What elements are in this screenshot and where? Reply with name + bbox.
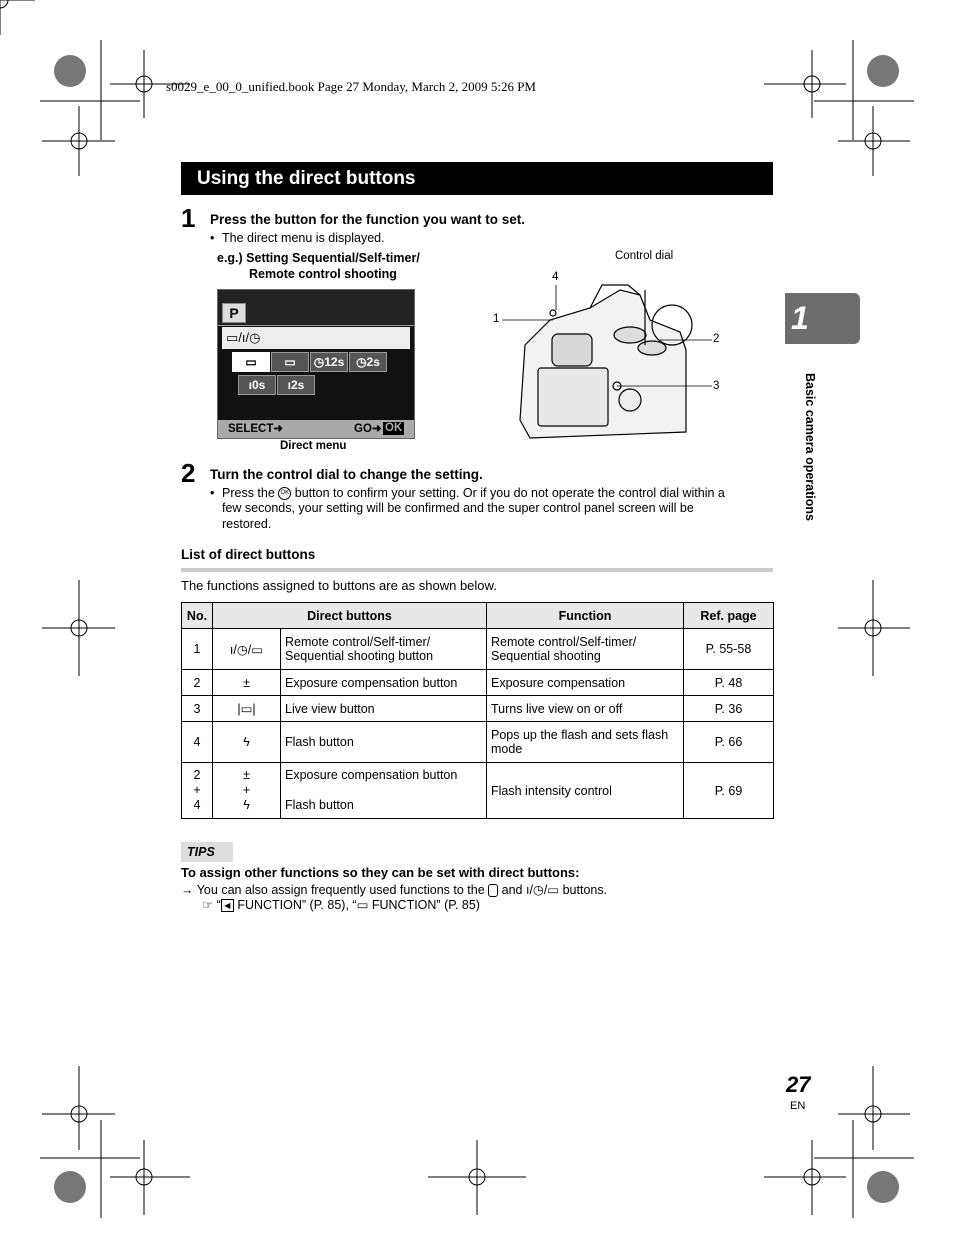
example-line-2: Remote control shooting [249,267,397,281]
control-dial-label: Control dial [615,250,674,262]
row-no: 1 [182,629,213,670]
step-1-number: 1 [181,203,196,233]
row-function: Remote control/Self-timer/ Sequential shooting [487,629,684,670]
callout-4: 4 [552,271,559,283]
row-no-b: 4 [193,798,201,812]
header-ref-page: Ref. page [684,603,774,629]
ok-button-icon: OK [278,487,291,500]
row-button: Live view button [281,696,487,722]
step-2-bullet-line-3: restored. [222,517,272,531]
section-title: Using the direct buttons [181,162,773,195]
row-function: Pops up the flash and sets flash mode [487,722,684,763]
table-row [182,670,774,696]
option-timer-2s: ◷2s [349,352,387,372]
callout-1: 1 [493,313,500,325]
direct-menu-caption: Direct menu [280,440,347,452]
live-view-icon: |▭| [213,696,281,722]
tips-line-1-b: and ı/◷/▭ buttons. [501,883,608,897]
tips-line-2 [202,897,480,912]
live-view-small-icon [488,884,498,897]
step-2-title: Turn the control dial to change the setting. [210,467,483,482]
chapter-tab: 1 [785,293,860,344]
exposure-compensation-icon: ± [213,670,281,696]
row-ref: P. 48 [684,670,774,696]
tips-label: TIPS [187,845,215,859]
option-remote-0s: ı0s [238,375,276,395]
tips-line-2-a: FUNCTION” (P. 85), “ [237,898,357,912]
table-row [182,722,774,763]
row-button-b: Flash button [285,798,354,812]
mode-indicator: P [222,303,246,323]
ok-label: OK [385,422,403,434]
row-ref: P. 36 [684,696,774,722]
step-1-title: Press the button for the function you want to set. [210,212,526,227]
option-timer-12s: ◷12s [310,352,348,372]
tips-badge [181,842,233,862]
list-intro: The functions assigned to buttons are as shown below. [181,578,497,593]
row-function: Exposure compensation [487,670,684,696]
flash-icon: ϟ [243,798,250,812]
table-row [182,696,774,722]
row-ref: P. 66 [684,722,774,763]
drive-mode-icon: ı/◷/▭ [213,629,281,670]
header-direct-buttons: Direct buttons [213,603,487,629]
header-function: Function [487,603,684,629]
tips-line-2-b: FUNCTION” (P. 85) [371,898,480,912]
option-sequential: ▭ [271,352,309,372]
row-ref: P. 55-58 [684,629,774,670]
direct-buttons-table [181,602,774,819]
camera-illustration [490,250,730,445]
row-no-a: 2 [193,768,201,782]
direct-menu-screen [217,289,415,439]
step-2-bullet-line-2: few seconds, your setting will be confirmed and the super control panel screen will be [222,501,694,515]
row-button-a: Exposure compensation button [285,768,458,782]
step-2-bullet [222,486,772,502]
menu-function-row: ▭/ı/◷ [222,327,410,349]
table-row [182,629,774,670]
example-line-1: e.g.) Setting Sequential/Self-timer/ [217,251,420,265]
step-2-number: 2 [181,458,196,488]
row-button [281,763,487,819]
table-header-row [182,603,774,629]
sequential-icon: ▭ [356,898,369,912]
menu-top-area [218,290,414,326]
tips-line-1-a: → You can also assign frequently used functions to the [181,883,485,897]
header-no: No. [182,603,213,629]
row-button: Remote control/Self-timer/ Sequential shooting button [281,629,487,670]
option-single: ▭ [232,352,270,372]
row-no: 4 [182,722,213,763]
row-button: Exposure compensation button [281,670,487,696]
language-code: EN [790,1100,806,1112]
heading-rule [181,568,773,572]
row-no: 3 [182,696,213,722]
menu-footer [218,420,414,438]
step-2-bullet-a: Press the [222,486,275,500]
row-no: 2 [182,670,213,696]
row-function: Turns live view on or off [487,696,684,722]
row-no [182,763,213,819]
row-function: Flash intensity control [487,763,684,819]
select-label: SELECT➜ [228,423,284,435]
table-row [182,763,774,819]
step-1-bullet: • The direct menu is displayed. [222,231,385,247]
tips-line-1 [181,882,607,897]
list-heading: List of direct buttons [181,547,316,562]
option-remote-2s: ı2s [277,375,315,395]
step-2-bullet-b: button to confirm your setting. Or if you do not operate the control dial within a [294,486,725,500]
row-button: Flash button [281,722,487,763]
left-arrow-box-icon: ◀ [221,899,234,912]
row-no-plus: + [193,783,201,797]
flash-icon: ϟ [213,722,281,763]
callout-3: 3 [713,380,720,392]
icon-plus: + [242,783,251,797]
running-header: s0029_e_00_0_unified.book Page 27 Monday, March 2, 2009 5:26 PM [166,79,536,94]
page-number: 27 [786,1072,811,1097]
tips-heading: To assign other functions so they can be set with direct buttons: [181,865,580,880]
exposure-compensation-icon: ± [243,768,250,782]
callout-2: 2 [713,333,720,345]
row-ref: P. 69 [684,763,774,819]
chapter-title-vertical: Basic camera operations [803,373,817,521]
row-icons [213,763,281,819]
reference-icon: ☞ “ [202,898,221,912]
go-label: GO➜ [354,423,382,435]
